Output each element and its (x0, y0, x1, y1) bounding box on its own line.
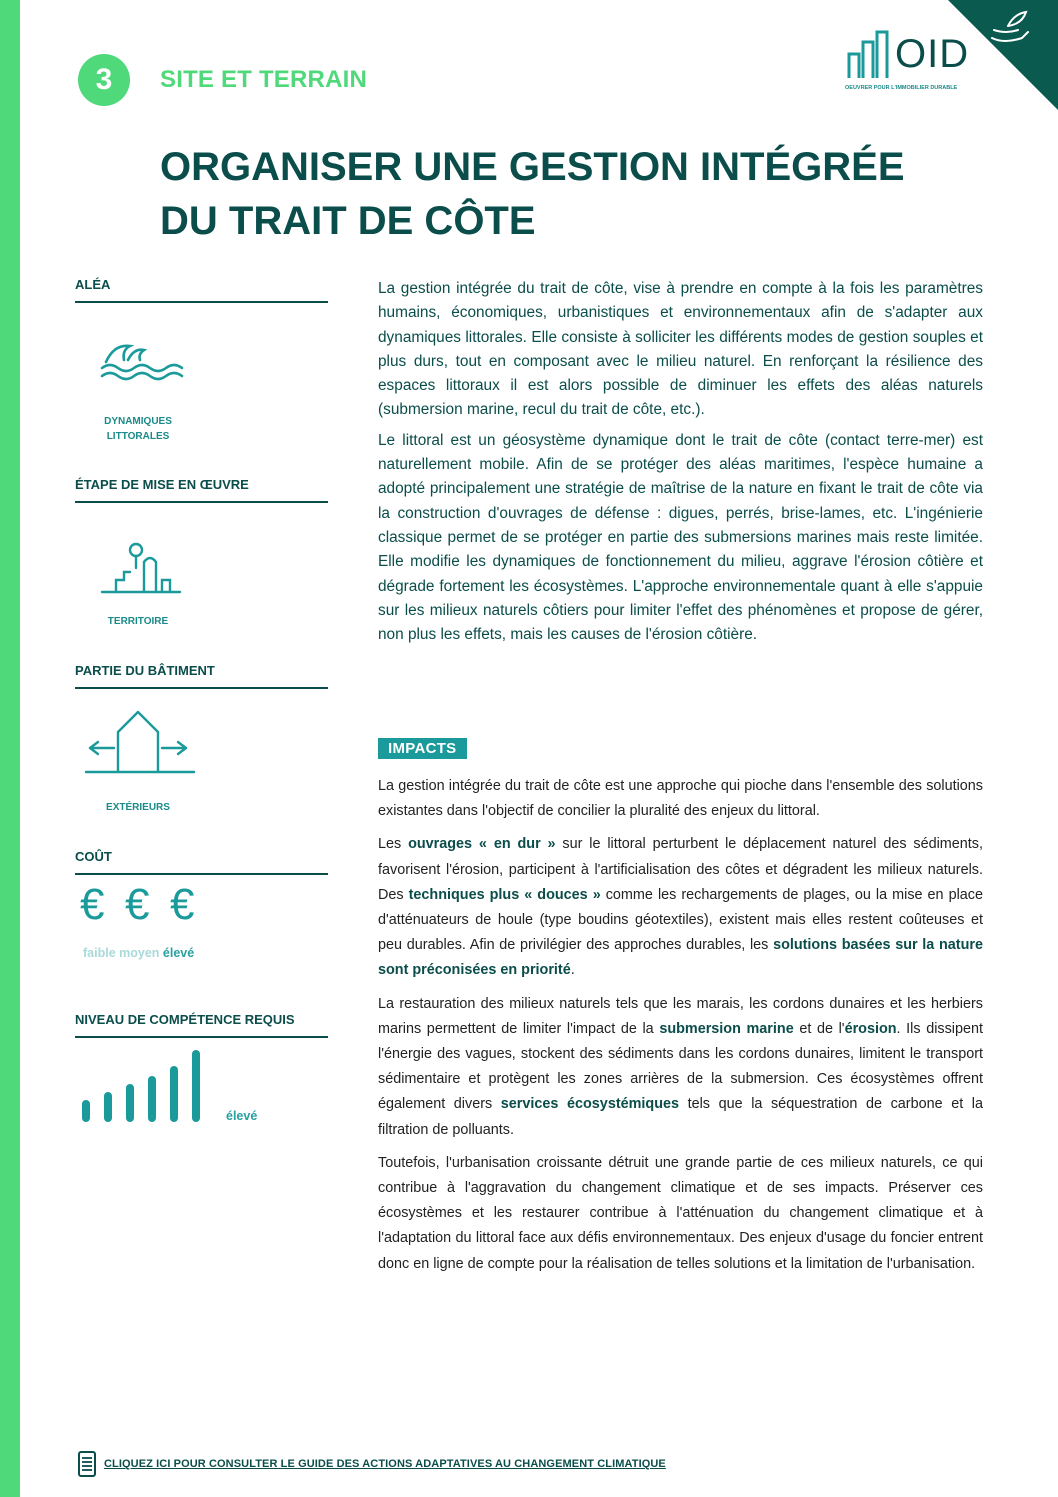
p3-bold-submersion: submersion marine (659, 1020, 794, 1037)
etape-caption: TERRITOIRE (107, 616, 169, 627)
competence-bar-1 (82, 1100, 90, 1122)
document-icon[interactable] (78, 1451, 96, 1477)
p3-text-e: . Ils dissipent l'énergie des vagues, stockent des sédiments dans les cordons dunaires, limitent le transport sédimentaire et protègent les zones arrières de la submersion. Ces écosystèmes offrent également divers (378, 1020, 983, 1113)
p2-bold-techniques: techniques plus « douces » (408, 886, 601, 903)
title-line-2: DU TRAIT DE CÔTE (160, 199, 536, 243)
euro-low-icon: € (80, 880, 105, 929)
cost-legend (83, 946, 194, 960)
logo-wordmark: OID (895, 32, 970, 76)
building-exterior-icon (84, 708, 196, 778)
etape-label: ÉTAPE DE MISE EN ŒUVRE (75, 477, 328, 503)
intro-paragraph-2: Le littoral est un géosystème dynamique dont le trait de côte (contact terre-mer) est naturellement mobile. Afin de se protéger des aléas maritimes, l'espèce humaine a adopté principalement une stratégie de maîtrise de la nature en fixant le trait de côte via la construction d'ouvrages de défense : digues, perrés, brise-lames, etc. L'ingénierie classique permet de se protéger en partie des submersions marines mais reste limitée. Elle modifie les dynamiques de fonctionnement du milieu, aggrave l'érosion côtière et dégrade fortement les écosystèmes. L'approche environnementale quant à elle s'appuie sur les milieux naturels côtiers pour limiter l'effet des phénomènes et propose de gérer, non plus les effets, mais les causes de l'érosion côtière. (378, 431, 983, 644)
competence-level-label: élevé (226, 1109, 258, 1123)
p2-text-e: comme les rechargements de plages, ou la mise en place d'atténuateurs de houle (type boudins géotextiles), existent mais elles restent coûteuses et peu durables. Afin de privilégier des approches durables, les (378, 886, 983, 954)
impacts-paragraph-1: La gestion intégrée du trait de côte est une approche qui pioche dans l'ensemble des solutions existantes dans l'objectif de concilier la pluralité des enjeux du littoral. (378, 778, 983, 820)
guide-link[interactable]: CLIQUEZ ICI POUR CONSULTER LE GUIDE DES ACTIONS ADAPTATIVES AU CHANGEMENT CLIMATIQUE (104, 1458, 666, 1470)
page-accent-bar (0, 0, 20, 1497)
partie-label: PARTIE DU BÂTIMENT (75, 663, 328, 689)
alea-label: ALÉA (75, 277, 328, 303)
cost-legend-low: faible (83, 946, 116, 960)
impacts-paragraph-3 (378, 992, 983, 1143)
waves-icon (100, 338, 184, 382)
p3-text-a: La restauration des milieux naturels tels que les marais, les cordons dunaires et les herbiers marins permettent de limiter l'impact de la (378, 995, 983, 1037)
euro-high-icon: € (170, 880, 195, 929)
competence-label: NIVEAU DE COMPÉTENCE REQUIS (75, 1012, 328, 1038)
alea-caption (88, 414, 188, 444)
p2-bold-solutions: solutions basées sur la nature sont préconisées en priorité (378, 937, 983, 979)
partie-caption: EXTÉRIEURS (106, 802, 170, 813)
p3-text-c: et de l' (793, 1020, 845, 1037)
p3-bold-services: services écosystémiques (500, 1096, 679, 1113)
alea-caption-line-2: LITTORALES (106, 431, 170, 442)
page-title (160, 140, 1020, 248)
title-line-1: ORGANISER UNE GESTION INTÉGRÉE (160, 145, 905, 189)
alea-caption-line-1: DYNAMIQUES (104, 416, 172, 427)
impacts-text (378, 774, 983, 1285)
competence-bar-3 (126, 1084, 134, 1122)
section-title: SITE ET TERRAIN (160, 66, 368, 93)
competence-bar-5 (170, 1066, 178, 1122)
territory-icon (100, 540, 182, 596)
competence-level-bars (82, 1050, 212, 1122)
competence-bar-4 (148, 1076, 156, 1122)
cout-label: COÛT (75, 849, 328, 875)
p3-text-g: tels que la séquestration de carbone et la filtration de polluants. (378, 1096, 983, 1138)
competence-bar-6 (192, 1050, 200, 1122)
cost-legend-mid: moyen (119, 946, 160, 960)
intro-paragraph-1: La gestion intégrée du trait de côte, vise à prendre en compte à la fois les paramètres humains, économiques, urbanistiques et environnementaux afin de s'adapter aux dynamiques littorales. Elle consiste à solliciter les différents modes de gestion souples et plus durs, tout en composant avec le milieu naturel. En renforçant la résilience des espaces littoraux il est alors possible de diminuer les effets des aléas naturels (submersion marine, recul du trait de côte, etc.). (378, 280, 983, 419)
intro-text (378, 277, 983, 653)
p2-bold-ouvrages: ouvrages « en dur » (408, 836, 556, 853)
euro-mid-icon: € (125, 880, 150, 929)
p2-text-c: sur le littoral perturbent le déplacement naturel des sédiments, favorisent l'érosion, participent à l'artificialisation des côtes et dégradent les milieux naturels. Des (378, 836, 983, 903)
impacts-paragraph-2 (378, 832, 983, 983)
p2-text-a: Les (378, 836, 409, 853)
competence-bar-2 (104, 1092, 112, 1122)
impacts-heading: IMPACTS (378, 738, 467, 759)
p2-text-g: . (570, 962, 575, 979)
cost-legend-high: élevé (162, 946, 195, 960)
logo-tagline: OEUVRER POUR L'IMMOBILIER DURABLE (845, 85, 958, 91)
impacts-paragraph-4: Toutefois, l'urbanisation croissante détruit une grande partie de ces milieux naturels, ce qui contribue à l'aggravation du changement climatique et de ses impacts. Préserver ces écosystèmes et les restaurer contribue à l'atténuation du changement climatique et à l'adaptation du littoral face aux défis environnementaux. Des enjeux d'usage du foncier entrent donc en ligne de compte pour la réalisation de telles solutions et la limitation de l'urbanisation. (378, 1154, 983, 1272)
p3-bold-erosion: érosion (844, 1020, 897, 1037)
section-number-badge: 3 (78, 54, 130, 106)
